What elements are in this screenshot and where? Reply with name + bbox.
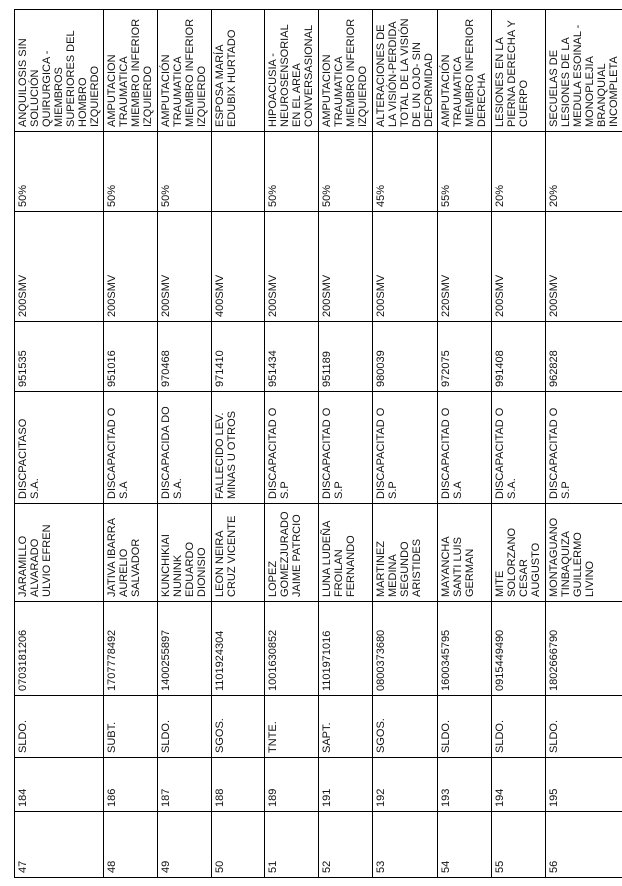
rank: SLDO. (545, 696, 622, 758)
rank: SLDO. (491, 696, 545, 758)
certificate-number: 951535 (15, 322, 104, 392)
amount: 200SMV (372, 212, 437, 322)
rank: TNTE. (265, 696, 319, 758)
row-number: 55 (491, 812, 545, 878)
full-name: JARAMILLO ALVARADO ULVIO EFREN (15, 504, 104, 602)
certificate-number: 980039 (372, 322, 437, 392)
record-code: 187 (157, 758, 211, 812)
percentage: 50% (319, 132, 373, 212)
id-number: 0915449490 (491, 602, 545, 696)
record-code: 186 (104, 758, 158, 812)
percentage: 50% (265, 132, 319, 212)
record-code: 193 (437, 758, 491, 812)
full-name: MAYANCHA SANTI LUIS GERMAN (437, 504, 491, 602)
rotated-table-wrapper (14, 10, 620, 878)
injury-description: AMPUTACION TRAUMATICA MIEMBRO INFERIOR IZQUIERDO (319, 10, 373, 132)
full-name: MONTAGUANO TINBAQUIZA GUILLERMO LIVINO (545, 504, 622, 602)
record-code: 188 (211, 758, 265, 812)
rank: SLDO. (157, 696, 211, 758)
table-row (372, 10, 437, 878)
rank: SGOS. (372, 696, 437, 758)
record-code: 189 (265, 758, 319, 812)
status: DISCAPACITAD O S.P (372, 392, 437, 504)
row-number: 51 (265, 812, 319, 878)
id-number: 1101971016 (319, 602, 373, 696)
table-row (491, 10, 545, 878)
injury-description: ALTERACIONES DE LA VISIÓN-PERDIDA TOTAL DE LA VISIÓN DE UN OJO- SIN DEFORMIDAD (372, 10, 437, 132)
status: DISCAPACIDA DO S.A. (157, 392, 211, 504)
percentage: 50% (15, 132, 104, 212)
percentage (211, 132, 265, 212)
row-number: 52 (319, 812, 373, 878)
amount: 400SMV (211, 212, 265, 322)
percentage: 55% (437, 132, 491, 212)
amount: 200SMV (157, 212, 211, 322)
record-code: 191 (319, 758, 373, 812)
status: DISCAPACITAD O S.P (545, 392, 622, 504)
full-name: LOPEZ GOMEZJURADO JAIME PATRCIO (265, 504, 319, 602)
record-code: 194 (491, 758, 545, 812)
certificate-number: 951434 (265, 322, 319, 392)
percentage: 20% (545, 132, 622, 212)
table-row (545, 10, 622, 878)
id-number: 0800373680 (372, 602, 437, 696)
table-row (437, 10, 491, 878)
row-number: 47 (15, 812, 104, 878)
rank: SGOS. (211, 696, 265, 758)
id-number: 1802666790 (545, 602, 622, 696)
amount: 200SMV (545, 212, 622, 322)
full-name: LEON NEIRA CRUZ VICENTE (211, 504, 265, 602)
id-number: 1001630852 (265, 602, 319, 696)
full-name: KUNCHIKIAI NUNINK EDUARDO DIONISIO (157, 504, 211, 602)
table-row (211, 10, 265, 878)
status: DISCAPACITAD O S.P (265, 392, 319, 504)
rank: SAPT. (319, 696, 373, 758)
status: DISCAPACITAD O S.A (104, 392, 158, 504)
record-code: 192 (372, 758, 437, 812)
injury-description: AMPUTACIÓN TRAUMATICA MIEMBRO INFERIOR DERECHA (437, 10, 491, 132)
rank: SUBT. (104, 696, 158, 758)
certificate-number: 962828 (545, 322, 622, 392)
id-number: 0703181206 (15, 602, 104, 696)
status: FALLECIDO LEV. MINAS U OTROS (211, 392, 265, 504)
percentage: 50% (104, 132, 158, 212)
injury-description: ESPOSA MARÍA EDUBIX HURTADO (211, 10, 265, 132)
id-number: 1600345795 (437, 602, 491, 696)
row-number: 49 (157, 812, 211, 878)
row-number: 53 (372, 812, 437, 878)
table-row (157, 10, 211, 878)
table-row (265, 10, 319, 878)
id-number: 1400255897 (157, 602, 211, 696)
record-code: 184 (15, 758, 104, 812)
injury-description: AMPUTACION TRAUMATICA MIEMBRO INFERIOR IZQUIERDO (104, 10, 158, 132)
amount: 200SMV (265, 212, 319, 322)
amount: 200SMV (15, 212, 104, 322)
beneficiaries-table (14, 9, 622, 878)
table-row (104, 10, 158, 878)
percentage: 20% (491, 132, 545, 212)
injury-description: SECUELAS DE LESIONES DE LA MEDULA ESOINAL - MONOPLEJIA BRANQUIAL INCOMPLETA (545, 10, 622, 132)
table-row (319, 10, 373, 878)
rank: SLDO. (15, 696, 104, 758)
table-row (15, 10, 104, 878)
status: DISCPACITASO S.A. (15, 392, 104, 504)
amount: 200SMV (104, 212, 158, 322)
row-number: 54 (437, 812, 491, 878)
row-number: 50 (211, 812, 265, 878)
status: DISCAPACITAD O S.P (319, 392, 373, 504)
id-number: 1101924304 (211, 602, 265, 696)
full-name: MARTINEZ MEDINA SEGUNDO ARISTIDES (372, 504, 437, 602)
certificate-number: 971410 (211, 322, 265, 392)
percentage: 45% (372, 132, 437, 212)
amount: 200SMV (491, 212, 545, 322)
status: DISCAPACITAD O S.A. (491, 392, 545, 504)
row-number: 56 (545, 812, 622, 878)
full-name: LUNA LUDEÑA FROILAN FERNANDO (319, 504, 373, 602)
injury-description: AMPUTACIÓN TRAUMATICA MIEMBRO INFERIOR IZQUIERDO (157, 10, 211, 132)
status: DISCAPACITAD O S.A (437, 392, 491, 504)
id-number: 1707778492 (104, 602, 158, 696)
injury-description: HIPOACUSIA - NEUROSENSORIAL EN EL AREA CONVERSASIONAL (265, 10, 319, 132)
certificate-number: 951016 (104, 322, 158, 392)
amount: 220SMV (437, 212, 491, 322)
injury-description: ANQUILOSIS SIN SOLUCIÓN QUIRURGICA - MIEMBROS SUPERIORES DEL HOMBRO IZQUIERDO (15, 10, 104, 132)
percentage: 50% (157, 132, 211, 212)
amount: 200SMV (319, 212, 373, 322)
full-name: JATIVA IBARRA AURELIO SALVADOR (104, 504, 158, 602)
certificate-number: 972075 (437, 322, 491, 392)
rank: SLDO. (437, 696, 491, 758)
row-number: 48 (104, 812, 158, 878)
certificate-number: 951189 (319, 322, 373, 392)
record-code: 195 (545, 758, 622, 812)
full-name: MITE SOLORZANO CESAR AUGUSTO (491, 504, 545, 602)
injury-description: LESIONES EN LA PIERNA DERECHA Y CUERPO (491, 10, 545, 132)
certificate-number: 991408 (491, 322, 545, 392)
certificate-number: 970468 (157, 322, 211, 392)
